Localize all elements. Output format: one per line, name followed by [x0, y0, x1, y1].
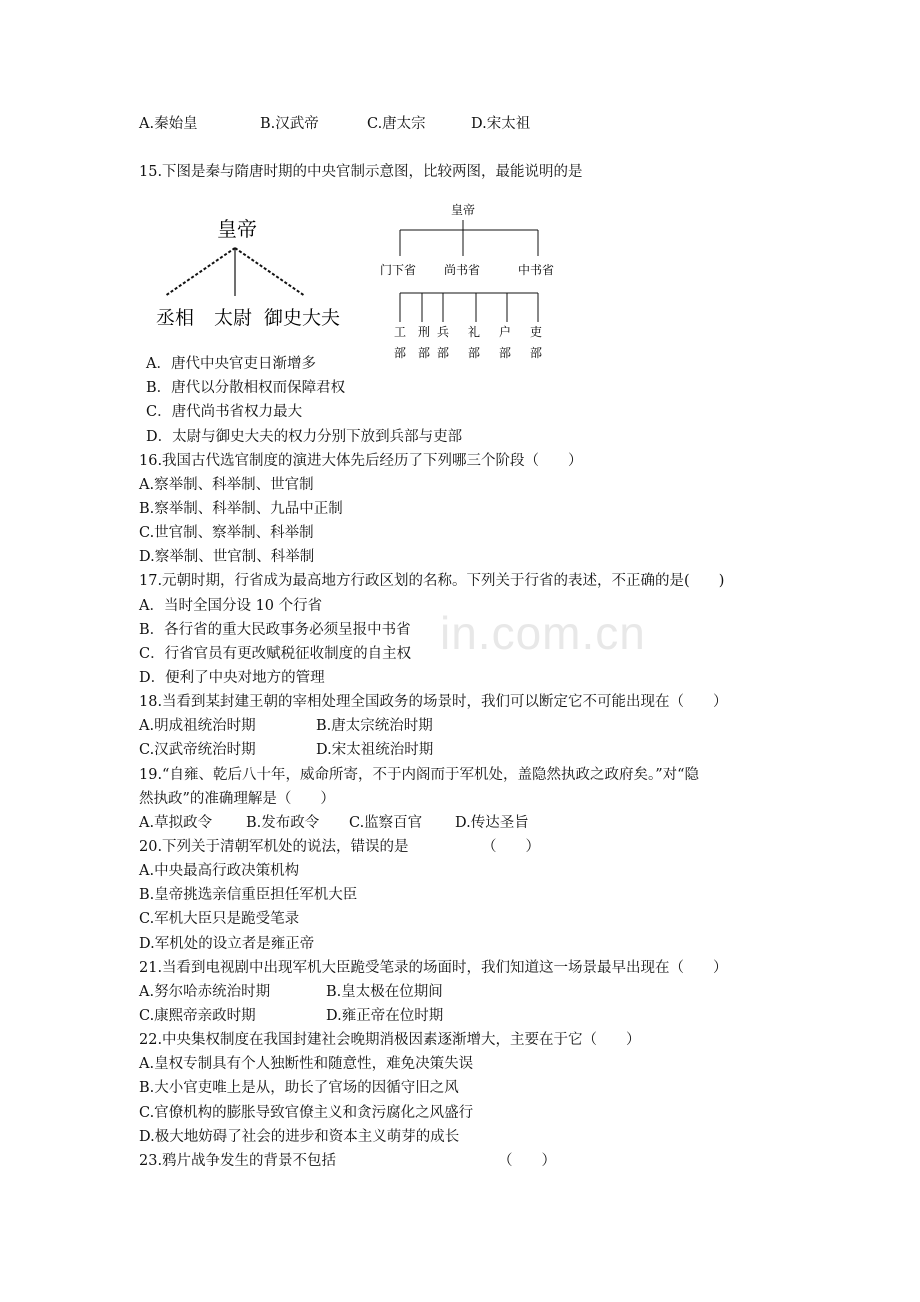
q18-option-c: C.汉武帝统治时期: [139, 742, 256, 758]
q22-option-b: B.大小官吏唯上是从，助长了官场的因循守旧之风: [139, 1080, 459, 1096]
q16-option-a: A.察举制、科举制、世官制: [139, 477, 314, 493]
qin-official-diagram: [155, 208, 340, 333]
ministry-libu-1: 吏: [529, 325, 543, 339]
q18-option-b: B.唐太宗统治时期: [316, 718, 433, 734]
q19-option-c: C.监察百官: [349, 815, 423, 831]
ministry-xing-1: 刑: [417, 325, 431, 339]
q18-option-d: D.宋太祖统治时期: [316, 742, 434, 758]
q14-option-d: D.宋太祖: [471, 116, 531, 132]
ministry-gong-2: 部: [393, 346, 407, 360]
q19-stem-line1: 19.“自雍、乾后八十年，威命所寄，不于内阁而于军机处，盖隐然执政之政府矣。”对“隐: [139, 767, 700, 783]
q20-stem: 20.下列关于清朝军机处的说法，错误的是: [139, 839, 409, 855]
q15-option-b: B．唐代以分散相权而保障君权: [146, 380, 346, 396]
q15-stem: 15.下图是秦与隋唐时期的中央官制示意图，比较两图，最能说明的是: [139, 164, 583, 180]
tang-shangshu-label: 尚书省: [443, 263, 481, 277]
q17-option-c: C．行省官员有更改赋税征收制度的自主权: [139, 646, 412, 662]
q21-option-c: C.康熙帝亲政时期: [139, 1008, 256, 1024]
q20-option-c: C.军机大臣只是跪受笔录: [139, 911, 300, 927]
q19-stem-line2: 然执政”的准确理解是（ ）: [139, 791, 335, 807]
ministry-libu-2: 部: [529, 346, 543, 360]
tang-emperor-label: 皇帝: [450, 203, 476, 217]
ministry-hu-2: 部: [498, 346, 512, 360]
q20-option-b: B.皇帝挑选亲信重臣担任军机大臣: [139, 887, 358, 903]
q22-option-c: C.官僚机构的膨胀导致官僚主义和贪污腐化之风盛行: [139, 1105, 474, 1121]
q18-stem: 18.当看到某封建王朝的宰相处理全国政务的场景时，我们可以断定它不可能出现在（ ）: [139, 694, 728, 710]
q16-option-d: D.察举制、世官制、科举制: [139, 549, 315, 565]
q16-option-c: C.世官制、察举制、科举制: [139, 525, 314, 541]
q15-option-c: C．唐代尚书省权力最大: [146, 404, 303, 420]
q15-option-a: A．唐代中央官吏日渐增多: [146, 356, 316, 372]
q20-option-d: D.军机处的设立者是雍正帝: [139, 936, 315, 952]
q14-option-a: A.秦始皇: [139, 116, 198, 132]
q21-option-d: D.雍正帝在位时期: [326, 1008, 444, 1024]
q22-stem: 22.中央集权制度在我国封建社会晚期消极因素逐渐增大，主要在于它（ ）: [139, 1032, 641, 1048]
q23-answer-paren: （ ）: [498, 1153, 556, 1169]
qin-censor-label: 御史大夫: [263, 307, 340, 329]
q22-option-d: D.极大地妨碍了社会的进步和资本主义萌芽的成长: [139, 1129, 460, 1145]
q19-option-b: B.发布政令: [246, 815, 320, 831]
q15-option-d: D．太尉与御史大夫的权力分别下放到兵部与吏部: [146, 429, 463, 445]
watermark: in.com.cn: [440, 607, 646, 659]
q23-stem: 23.鸦片战争发生的背景不包括: [139, 1153, 337, 1169]
q17-option-d: D．便利了中央对地方的管理: [139, 670, 325, 686]
q21-option-b: B.皇太极在位期间: [326, 984, 443, 1000]
q18-option-a: A.明成祖统治时期: [139, 718, 256, 734]
ministry-gong-1: 工: [393, 325, 407, 339]
q20-option-a: A.中央最高行政决策机构: [139, 863, 300, 879]
ministry-hu-1: 户: [498, 325, 512, 339]
ministry-li-2: 部: [467, 346, 481, 360]
q21-option-a: A.努尔哈赤统治时期: [139, 984, 271, 1000]
q16-option-b: B.察举制、科举制、九品中正制: [139, 501, 343, 517]
qin-emperor-label: 皇帝: [217, 217, 257, 241]
ministry-bing-1: 兵: [436, 325, 450, 339]
q14-option-b: B.汉武帝: [260, 116, 319, 132]
ministry-xing-2: 部: [417, 346, 431, 360]
tang-zhongshu-label: 中书省: [517, 263, 555, 277]
ministry-bing-2: 部: [436, 346, 450, 360]
qin-chancellor-label: 丞相: [155, 307, 195, 329]
q17-stem: 17.元朝时期，行省成为最高地方行政区划的名称。下列关于行省的表述，不正确的是( ): [139, 573, 725, 589]
q19-option-d: D.传达圣旨: [455, 815, 529, 831]
q17-option-b: B．各行省的重大民政事务必须呈报中书省: [139, 622, 411, 638]
q14-option-c: C.唐太宗: [367, 116, 426, 132]
q16-stem: 16.我国古代选官制度的演进大体先后经历了下列哪三个阶段（ ）: [139, 453, 583, 469]
qin-taiwei-label: 太尉: [213, 307, 253, 329]
q21-stem: 21.当看到电视剧中出现军机大臣跪受笔录的场面时，我们知道这一场景最早出现在（ ）: [139, 960, 728, 976]
q19-option-a: A.草拟政令: [139, 815, 213, 831]
q20-answer-paren: （ ）: [482, 839, 540, 855]
q22-option-a: A.皇权专制具有个人独断性和随意性，难免决策失误: [139, 1056, 474, 1072]
tang-menxia-label: 门下省: [379, 263, 417, 277]
tang-official-diagram: [370, 198, 570, 366]
q17-option-a: A．当时全国分设 10 个行省: [139, 598, 323, 614]
ministry-li-1: 礼: [467, 325, 481, 339]
